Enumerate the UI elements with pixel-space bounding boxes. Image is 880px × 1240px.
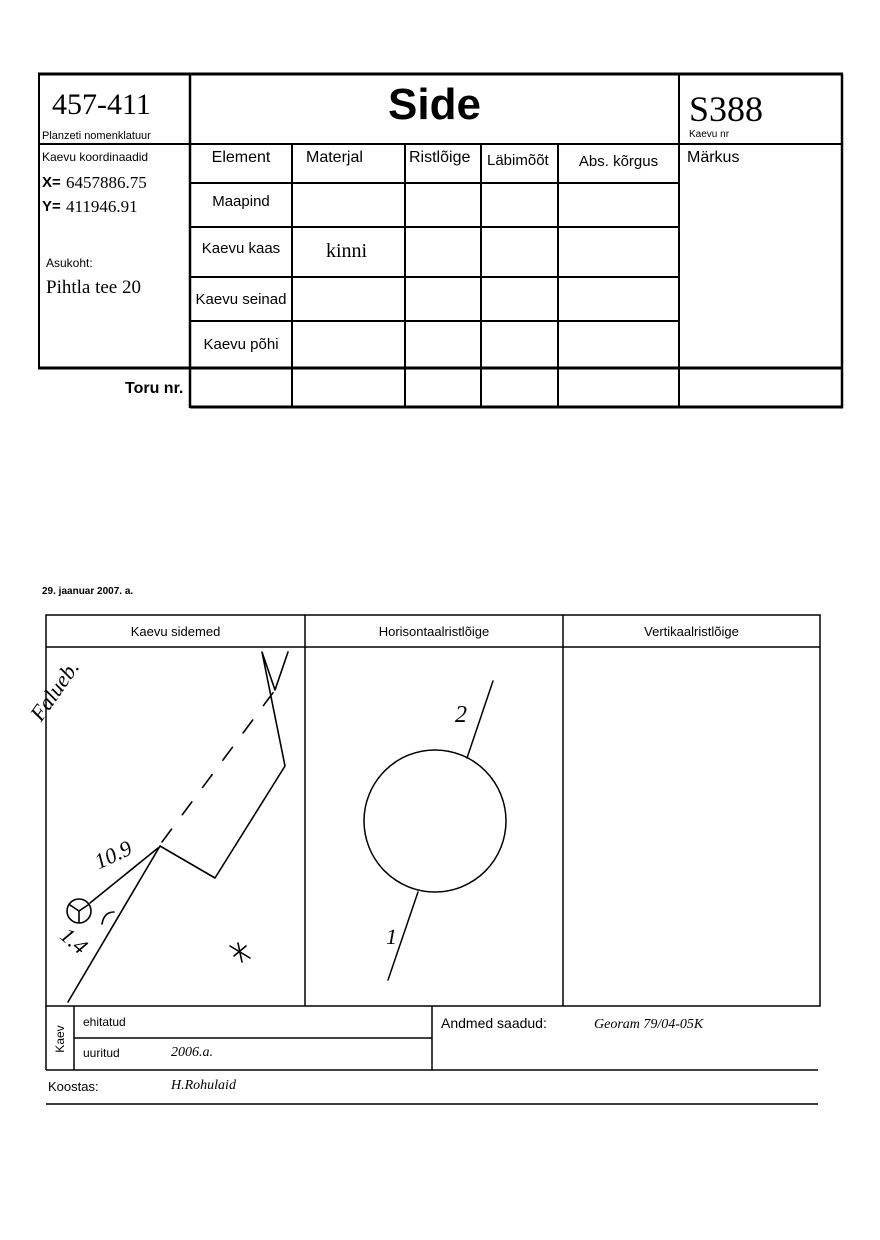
built-label: ehitatud [83, 1015, 126, 1029]
row-element-kaevu-seinad: Kaevu seinad [195, 291, 287, 308]
kaev-label: Kaev [53, 1025, 67, 1053]
x-label: X= [42, 174, 61, 191]
y-value: 411946.91 [66, 197, 138, 216]
surveyed-label: uuritud [83, 1046, 120, 1060]
sketch-col2-title: Horisontaalristlõige [378, 624, 490, 639]
col-header-element: Element [211, 149, 271, 166]
sketch-col3-title: Vertikaalristlõige [644, 624, 739, 639]
col-header-ristloige: Ristlõige [409, 149, 471, 166]
document-date: 29. jaanuar 2007. a. [42, 586, 134, 597]
well-label: Kaevu nr [689, 129, 730, 140]
col-header-abs-korgus: Abs. kõrgus [578, 153, 659, 170]
sketch-col1-title: Kaevu sidemed [130, 624, 221, 639]
sketch-line-2: 2 [455, 702, 467, 728]
address-value: Pihtla tee 20 [46, 277, 141, 298]
sketch-well-connections [67, 652, 288, 1002]
col-header-materjal: Materjal [306, 149, 363, 166]
author-label: Koostas: [48, 1079, 99, 1094]
address-label: Asukoht: [46, 256, 93, 270]
well-number: S388 [689, 89, 764, 129]
page-title: Side [388, 80, 481, 129]
row-element-maapind: Maapind [212, 193, 270, 210]
author-value: H.Rohulaid [171, 1078, 236, 1093]
y-label: Y= [42, 198, 61, 215]
coords-label: Kaevu koordinaadid [42, 150, 149, 164]
sketch-distance-1: 10.9 [90, 835, 136, 875]
sketch-hand-label: Falueb. [24, 655, 85, 726]
col-header-labimoot: Läbimõõt [487, 152, 549, 169]
row-element-kaevu-pohi: Kaevu põhi [203, 336, 279, 353]
source-label: Andmed saadud: [441, 1015, 547, 1031]
pipe-label: Toru nr. [125, 380, 184, 397]
x-value: 6457886.75 [66, 173, 147, 192]
row-element-kaevu-kaas: Kaevu kaas [201, 240, 281, 257]
col-header-markus: Märkus [687, 149, 740, 166]
source-value: Georam 79/04-05K [594, 1017, 704, 1032]
surveyed-value: 2006.a. [171, 1045, 213, 1060]
sketch-line-1: 1 [386, 924, 397, 949]
sheet-label: Planzeti nomenklatuur [42, 130, 151, 142]
row-materjal-kaevu-kaas: kinni [326, 240, 368, 262]
sheet-number: 457-411 [52, 88, 151, 121]
sketch-distance-2: 1.4 [55, 922, 93, 960]
